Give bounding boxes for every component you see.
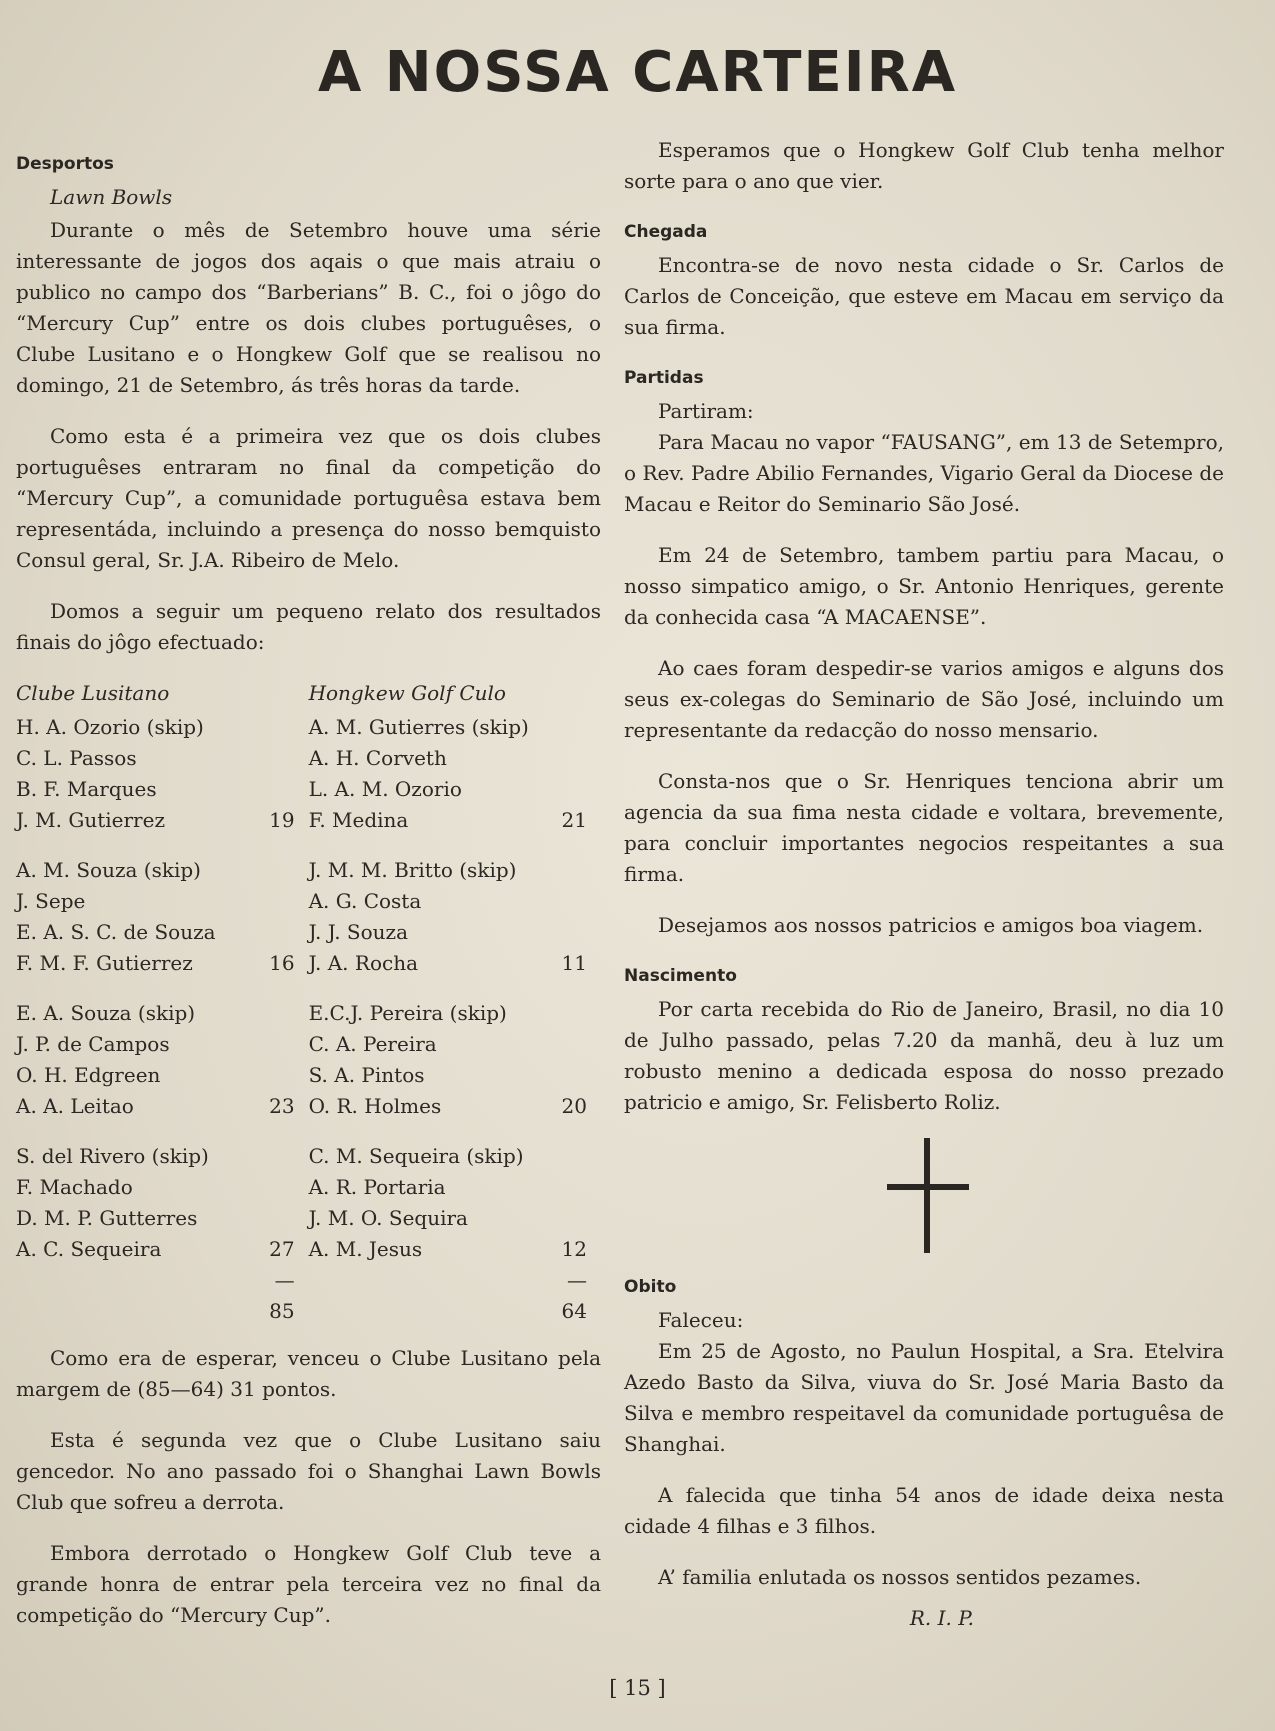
team-b-header: Hongkew Golf Culo — [308, 681, 506, 705]
paragraph: Esperamos que o Hongkew Golf Club tenha melhor sorte para o ano que vier. — [624, 138, 1224, 193]
player-name: J. Sepe — [16, 889, 86, 913]
table-row — [16, 712, 601, 743]
section-heading-obito: Obito — [624, 1277, 677, 1297]
paragraph: Para Macau no vapor “FAUSANG”, em 13 de Setempro, o Rev. Padre Abilio Fernandes, Vigario Geral da Diocese de Macau e Reitor do Seminario São José. — [624, 430, 1224, 516]
paragraph: Embora derrotado o Hongkew Golf Club teve a grande honra de entrar pela terceira vez no final da competição do “Mercury Cup”. — [16, 1541, 601, 1627]
total-rule: — — [274, 1268, 295, 1292]
paragraph: Durante o mês de Setembro houve uma série interessante de jogos dos aqais o que mais atraiu o publico no campo dos “Barberians” B. C., foi o jôgo do “Mercury Cup” entre os dois clubes portuguêses, o Clube Lusitano e o Hongkew Golf que se realisou no domingo, 21 de Setembro, ás três horas da tarde. — [16, 218, 601, 397]
player-name: A. M. Gutierres (skip) — [308, 715, 529, 739]
player-name: E. A. Souza (skip) — [16, 1001, 196, 1025]
paragraph: Em 24 de Setembro, tambem partiu para Macau, o nosso simpatico amigo, o Sr. Antonio Henriques, gerente da conhecida casa “A MACAENSE”. — [624, 543, 1224, 629]
player-name: J. M. O. Sequira — [308, 1206, 468, 1230]
left-column — [16, 135, 601, 1651]
table-row — [16, 886, 601, 917]
rink-score: 21 — [561, 808, 587, 832]
player-name: D. M. P. Gutterres — [16, 1206, 198, 1230]
section-heading-chegada: Chegada — [624, 222, 708, 242]
player-name: O. R. Holmes — [308, 1094, 442, 1118]
paragraph: Consta-nos que o Sr. Henriques tenciona abrir um agencia da sua fima nesta cidade e voltara, brevemente, para concluir importantes negocios respeitantes a sua firma. — [624, 769, 1224, 886]
player-name: C. L. Passos — [16, 746, 137, 770]
table-row — [16, 917, 601, 948]
player-name: A. M. Souza (skip) — [16, 858, 201, 882]
right-column — [624, 135, 1224, 1634]
player-name: J. P. de Campos — [16, 1032, 170, 1056]
table-row — [16, 1172, 601, 1203]
player-name: F. Medina — [308, 808, 409, 832]
player-name: F. Machado — [16, 1175, 133, 1199]
table-row — [16, 743, 601, 774]
total-rule: — — [567, 1268, 587, 1292]
paragraph: Faleceu: — [658, 1308, 744, 1332]
table-row — [16, 1091, 601, 1122]
table-row — [16, 1029, 601, 1060]
player-name: S. del Rivero (skip) — [16, 1144, 209, 1168]
table-row — [16, 1060, 601, 1091]
total-score-a: 85 — [269, 1299, 295, 1323]
paragraph: Em 25 de Agosto, no Paulun Hospital, a Sra. Etelvira Azedo Basto da Silva, viuva do Sr. José Maria Basto da Silva e membro respeitavel da comunidade portuguêsa de Shanghai. — [624, 1339, 1224, 1456]
paragraph: Como era de esperar, venceu o Clube Lusitano pela margem de (85—64) 31 pontos. — [16, 1346, 601, 1401]
results-table — [16, 678, 601, 1327]
table-row — [16, 805, 601, 836]
player-name: E.C.J. Pereira (skip) — [308, 1001, 507, 1025]
player-name: A. A. Leitao — [16, 1094, 134, 1118]
player-name: J. J. Souza — [308, 920, 409, 944]
table-row — [16, 998, 601, 1029]
player-name: A. H. Corveth — [308, 746, 447, 770]
paragraph: Por carta recebida do Rio de Janeiro, Brasil, no dia 10 de Julho passado, pelas 7.20 da manhã, deu à luz um robusto menino a dedicada esposa do nosso prezado patricio e amigo, Sr. Felisberto Roliz. — [624, 997, 1224, 1114]
section-heading-desportos: Desportos — [16, 154, 114, 174]
player-name: A. G. Costa — [308, 889, 422, 913]
table-row — [16, 948, 601, 979]
page-title: A NOSSA CARTEIRA — [317, 40, 958, 105]
table-row — [16, 855, 601, 886]
rink-score: 20 — [561, 1094, 587, 1118]
cross-icon — [624, 1138, 1224, 1258]
paragraph: Partiram: — [658, 399, 754, 423]
rink-score: 12 — [561, 1237, 587, 1261]
player-name: A. M. Jesus — [308, 1237, 423, 1261]
player-name: A. C. Sequeira — [16, 1237, 162, 1261]
paragraph: A’ familia enlutada os nossos sentidos pezames. — [658, 1565, 1142, 1589]
player-name: O. H. Edgreen — [16, 1063, 161, 1087]
subheading-lawn-bowls: Lawn Bowls — [50, 185, 173, 209]
player-name: L. A. M. Ozorio — [308, 777, 462, 801]
total-score-b: 64 — [561, 1299, 587, 1323]
paragraph: Domos a seguir um pequeno relato dos resultados finais do jôgo efectuado: — [16, 599, 601, 654]
player-name: J. M. Gutierrez — [16, 808, 165, 832]
paragraph: Ao caes foram despedir-se varios amigos e alguns dos seus ex-colegas do Seminario de São José, incluindo um representante da redacção do nosso mensario. — [624, 656, 1224, 742]
table-row — [16, 1203, 601, 1234]
player-name: J. M. M. Britto (skip) — [308, 858, 517, 882]
table-row — [16, 774, 601, 805]
rip-signature: R. I. P. — [909, 1606, 974, 1630]
paragraph: Esta é segunda vez que o Clube Lusitano saiu gencedor. No ano passado foi o Shanghai Lawn Bowls Club que sofreu a derrota. — [16, 1428, 601, 1514]
section-heading-partidas: Partidas — [624, 368, 704, 388]
rink-score: 23 — [269, 1094, 295, 1118]
player-name: C. M. Sequeira (skip) — [308, 1144, 524, 1168]
section-heading-nascimento: Nascimento — [624, 966, 737, 986]
rink-score: 11 — [561, 951, 587, 975]
rink-score: 16 — [269, 951, 295, 975]
rink-score: 19 — [269, 808, 295, 832]
player-name: S. A. Pintos — [308, 1063, 425, 1087]
paragraph: A falecida que tinha 54 anos de idade deixa nesta cidade 4 filhas e 3 filhos. — [624, 1483, 1224, 1538]
paragraph: Encontra-se de novo nesta cidade o Sr. Carlos de Carlos de Conceição, que esteve em Macau em serviço da sua firma. — [624, 253, 1224, 339]
player-name: A. R. Portaria — [308, 1175, 446, 1199]
table-row — [16, 1234, 601, 1265]
player-name: B. F. Marques — [16, 777, 157, 801]
page-number: [ 15 ] — [609, 1676, 666, 1700]
player-name: J. A. Rocha — [308, 951, 419, 975]
player-name: E. A. S. C. de Souza — [16, 920, 216, 944]
table-row — [16, 1141, 601, 1172]
player-name: C. A. Pereira — [308, 1032, 437, 1056]
team-a-header: Clube Lusitano — [16, 681, 170, 705]
paragraph: Desejamos aos nossos patricios e amigos boa viagem. — [658, 913, 1204, 937]
rink-score: 27 — [269, 1237, 295, 1261]
player-name: H. A. Ozorio (skip) — [16, 715, 204, 739]
player-name: F. M. F. Gutierrez — [16, 951, 193, 975]
paragraph: Como esta é a primeira vez que os dois clubes portuguêses entraram no final da competição do “Mercury Cup”, a comunidade portuguêsa estava bem representáda, incluindo a presença do nosso bemquisto Consul geral, Sr. J.A. Ribeiro de Melo. — [16, 424, 601, 572]
